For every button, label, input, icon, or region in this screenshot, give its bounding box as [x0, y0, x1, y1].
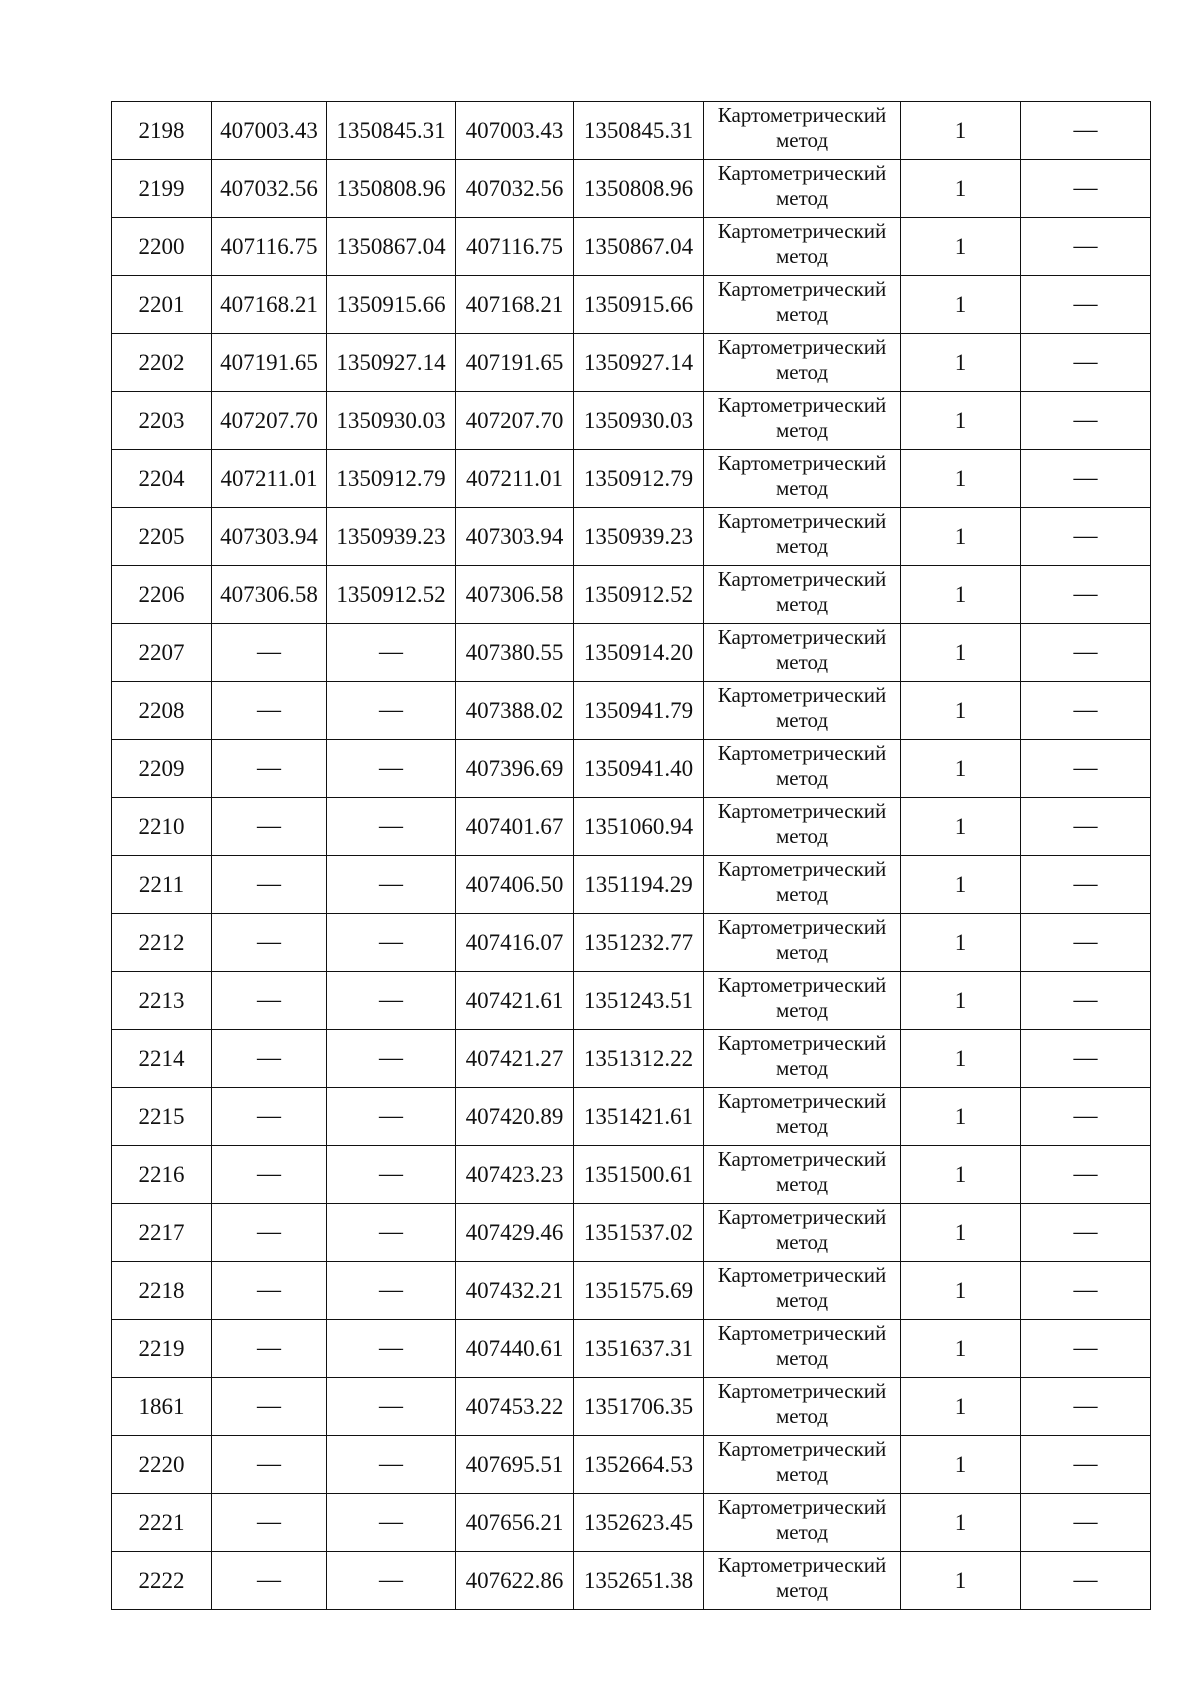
table-row	[112, 392, 1151, 450]
new-y-cell: 1351575.69	[574, 1262, 704, 1320]
method-cell: Картометрический метод	[704, 566, 901, 624]
accuracy-cell: 1	[901, 218, 1021, 276]
existing-x-cell: 407116.75	[212, 218, 327, 276]
method-cell: Картометрический метод	[704, 1204, 901, 1262]
new-y-cell: 1350912.79	[574, 450, 704, 508]
method-cell: Картометрический метод	[704, 1320, 901, 1378]
table-row	[112, 1088, 1151, 1146]
accuracy-cell: 1	[901, 334, 1021, 392]
description-cell: —	[1021, 856, 1151, 914]
point-number-cell: 2211	[112, 856, 212, 914]
accuracy-cell: 1	[901, 392, 1021, 450]
new-y-cell: 1351500.61	[574, 1146, 704, 1204]
point-number-cell: 2210	[112, 798, 212, 856]
description-cell: —	[1021, 218, 1151, 276]
point-number-cell: 2209	[112, 740, 212, 798]
new-x-cell: 407388.02	[456, 682, 574, 740]
accuracy-cell: 1	[901, 1552, 1021, 1610]
existing-x-cell: 407168.21	[212, 276, 327, 334]
new-y-cell: 1350927.14	[574, 334, 704, 392]
new-y-cell: 1352664.53	[574, 1436, 704, 1494]
accuracy-cell: 1	[901, 914, 1021, 972]
coordinates-table	[111, 101, 1151, 1610]
existing-x-cell: —	[212, 682, 327, 740]
table-row	[112, 1262, 1151, 1320]
new-x-cell: 407622.86	[456, 1552, 574, 1610]
existing-y-cell: 1350939.23	[327, 508, 456, 566]
new-y-cell: 1351194.29	[574, 856, 704, 914]
table-row	[112, 682, 1151, 740]
method-cell: Картометрический метод	[704, 218, 901, 276]
method-cell: Картометрический метод	[704, 1436, 901, 1494]
table-row	[112, 218, 1151, 276]
accuracy-cell: 1	[901, 1494, 1021, 1552]
description-cell: —	[1021, 392, 1151, 450]
existing-y-cell: 1350912.79	[327, 450, 456, 508]
method-cell: Картометрический метод	[704, 914, 901, 972]
point-number-cell: 2206	[112, 566, 212, 624]
new-x-cell: 407656.21	[456, 1494, 574, 1552]
accuracy-cell: 1	[901, 1378, 1021, 1436]
description-cell: —	[1021, 624, 1151, 682]
existing-x-cell: —	[212, 1030, 327, 1088]
new-x-cell: 407440.61	[456, 1320, 574, 1378]
existing-x-cell: —	[212, 914, 327, 972]
method-cell: Картометрический метод	[704, 1088, 901, 1146]
new-x-cell: 407416.07	[456, 914, 574, 972]
accuracy-cell: 1	[901, 972, 1021, 1030]
new-x-cell: 407303.94	[456, 508, 574, 566]
new-y-cell: 1352651.38	[574, 1552, 704, 1610]
table-row	[112, 1552, 1151, 1610]
existing-y-cell: —	[327, 972, 456, 1030]
method-cell: Картометрический метод	[704, 1262, 901, 1320]
new-y-cell: 1350930.03	[574, 392, 704, 450]
method-cell: Картометрический метод	[704, 1146, 901, 1204]
accuracy-cell: 1	[901, 160, 1021, 218]
accuracy-cell: 1	[901, 508, 1021, 566]
description-cell: —	[1021, 102, 1151, 160]
new-x-cell: 407423.23	[456, 1146, 574, 1204]
point-number-cell: 2199	[112, 160, 212, 218]
new-y-cell: 1351537.02	[574, 1204, 704, 1262]
description-cell: —	[1021, 1030, 1151, 1088]
table-row	[112, 1030, 1151, 1088]
point-number-cell: 2204	[112, 450, 212, 508]
description-cell: —	[1021, 334, 1151, 392]
existing-x-cell: —	[212, 856, 327, 914]
existing-y-cell: —	[327, 1320, 456, 1378]
method-cell: Картометрический метод	[704, 1378, 901, 1436]
existing-y-cell: —	[327, 1378, 456, 1436]
table-row	[112, 1494, 1151, 1552]
new-x-cell: 407003.43	[456, 102, 574, 160]
point-number-cell: 2198	[112, 102, 212, 160]
new-y-cell: 1350867.04	[574, 218, 704, 276]
existing-x-cell: —	[212, 1146, 327, 1204]
accuracy-cell: 1	[901, 1436, 1021, 1494]
table-row	[112, 276, 1151, 334]
method-cell: Картометрический метод	[704, 972, 901, 1030]
existing-y-cell: —	[327, 798, 456, 856]
point-number-cell: 2200	[112, 218, 212, 276]
description-cell: —	[1021, 1204, 1151, 1262]
new-x-cell: 407453.22	[456, 1378, 574, 1436]
point-number-cell: 2217	[112, 1204, 212, 1262]
existing-x-cell: —	[212, 624, 327, 682]
accuracy-cell: 1	[901, 450, 1021, 508]
new-x-cell: 407420.89	[456, 1088, 574, 1146]
new-x-cell: 407207.70	[456, 392, 574, 450]
description-cell: —	[1021, 160, 1151, 218]
description-cell: —	[1021, 798, 1151, 856]
new-x-cell: 407406.50	[456, 856, 574, 914]
new-y-cell: 1350912.52	[574, 566, 704, 624]
method-cell: Картометрический метод	[704, 1552, 901, 1610]
new-x-cell: 407191.65	[456, 334, 574, 392]
point-number-cell: 1861	[112, 1378, 212, 1436]
existing-x-cell: —	[212, 972, 327, 1030]
new-y-cell: 1351232.77	[574, 914, 704, 972]
existing-y-cell: 1350927.14	[327, 334, 456, 392]
table-row	[112, 334, 1151, 392]
existing-x-cell: —	[212, 1262, 327, 1320]
existing-x-cell: —	[212, 1378, 327, 1436]
table-row	[112, 566, 1151, 624]
description-cell: —	[1021, 1146, 1151, 1204]
new-x-cell: 407401.67	[456, 798, 574, 856]
method-cell: Картометрический метод	[704, 856, 901, 914]
new-y-cell: 1350941.79	[574, 682, 704, 740]
method-cell: Картометрический метод	[704, 682, 901, 740]
point-number-cell: 2221	[112, 1494, 212, 1552]
new-x-cell: 407432.21	[456, 1262, 574, 1320]
new-x-cell: 407306.58	[456, 566, 574, 624]
existing-y-cell: 1350912.52	[327, 566, 456, 624]
new-y-cell: 1350941.40	[574, 740, 704, 798]
new-x-cell: 407380.55	[456, 624, 574, 682]
point-number-cell: 2213	[112, 972, 212, 1030]
new-x-cell: 407421.61	[456, 972, 574, 1030]
new-y-cell: 1350914.20	[574, 624, 704, 682]
method-cell: Картометрический метод	[704, 102, 901, 160]
description-cell: —	[1021, 1088, 1151, 1146]
accuracy-cell: 1	[901, 566, 1021, 624]
new-y-cell: 1350845.31	[574, 102, 704, 160]
new-x-cell: 407695.51	[456, 1436, 574, 1494]
existing-x-cell: 407306.58	[212, 566, 327, 624]
accuracy-cell: 1	[901, 1146, 1021, 1204]
description-cell: —	[1021, 508, 1151, 566]
method-cell: Картометрический метод	[704, 1494, 901, 1552]
table-row	[112, 1436, 1151, 1494]
new-y-cell: 1351243.51	[574, 972, 704, 1030]
table-row	[112, 1146, 1151, 1204]
existing-y-cell: 1350845.31	[327, 102, 456, 160]
accuracy-cell: 1	[901, 102, 1021, 160]
existing-x-cell: —	[212, 1436, 327, 1494]
description-cell: —	[1021, 914, 1151, 972]
table-row	[112, 102, 1151, 160]
existing-y-cell: —	[327, 682, 456, 740]
existing-x-cell: 407207.70	[212, 392, 327, 450]
method-cell: Картометрический метод	[704, 798, 901, 856]
existing-y-cell: —	[327, 624, 456, 682]
existing-y-cell: —	[327, 914, 456, 972]
point-number-cell: 2203	[112, 392, 212, 450]
existing-x-cell: 407303.94	[212, 508, 327, 566]
existing-x-cell: 407211.01	[212, 450, 327, 508]
accuracy-cell: 1	[901, 682, 1021, 740]
method-cell: Картометрический метод	[704, 276, 901, 334]
description-cell: —	[1021, 1494, 1151, 1552]
point-number-cell: 2205	[112, 508, 212, 566]
point-number-cell: 2202	[112, 334, 212, 392]
new-y-cell: 1351706.35	[574, 1378, 704, 1436]
existing-x-cell: —	[212, 1552, 327, 1610]
description-cell: —	[1021, 276, 1151, 334]
new-y-cell: 1351312.22	[574, 1030, 704, 1088]
accuracy-cell: 1	[901, 276, 1021, 334]
existing-x-cell: —	[212, 798, 327, 856]
existing-x-cell: 407032.56	[212, 160, 327, 218]
method-cell: Картометрический метод	[704, 508, 901, 566]
point-number-cell: 2215	[112, 1088, 212, 1146]
existing-y-cell: —	[327, 740, 456, 798]
existing-y-cell: —	[327, 1262, 456, 1320]
table-row	[112, 450, 1151, 508]
description-cell: —	[1021, 1378, 1151, 1436]
method-cell: Картометрический метод	[704, 392, 901, 450]
new-x-cell: 407429.46	[456, 1204, 574, 1262]
existing-x-cell: 407003.43	[212, 102, 327, 160]
accuracy-cell: 1	[901, 856, 1021, 914]
point-number-cell: 2208	[112, 682, 212, 740]
new-y-cell: 1350915.66	[574, 276, 704, 334]
table-row	[112, 972, 1151, 1030]
description-cell: —	[1021, 450, 1151, 508]
table-row	[112, 914, 1151, 972]
description-cell: —	[1021, 1436, 1151, 1494]
existing-x-cell: 407191.65	[212, 334, 327, 392]
description-cell: —	[1021, 682, 1151, 740]
method-cell: Картометрический метод	[704, 1030, 901, 1088]
method-cell: Картометрический метод	[704, 334, 901, 392]
existing-x-cell: —	[212, 1088, 327, 1146]
accuracy-cell: 1	[901, 740, 1021, 798]
existing-y-cell: —	[327, 1436, 456, 1494]
point-number-cell: 2201	[112, 276, 212, 334]
new-x-cell: 407168.21	[456, 276, 574, 334]
point-number-cell: 2219	[112, 1320, 212, 1378]
point-number-cell: 2222	[112, 1552, 212, 1610]
new-y-cell: 1350808.96	[574, 160, 704, 218]
table-row	[112, 1320, 1151, 1378]
new-y-cell: 1351060.94	[574, 798, 704, 856]
method-cell: Картометрический метод	[704, 624, 901, 682]
existing-x-cell: —	[212, 740, 327, 798]
method-cell: Картометрический метод	[704, 740, 901, 798]
new-y-cell: 1351637.31	[574, 1320, 704, 1378]
accuracy-cell: 1	[901, 1262, 1021, 1320]
new-x-cell: 407032.56	[456, 160, 574, 218]
new-x-cell: 407421.27	[456, 1030, 574, 1088]
existing-y-cell: —	[327, 1494, 456, 1552]
accuracy-cell: 1	[901, 798, 1021, 856]
table-row	[112, 1378, 1151, 1436]
description-cell: —	[1021, 740, 1151, 798]
description-cell: —	[1021, 1262, 1151, 1320]
description-cell: —	[1021, 972, 1151, 1030]
existing-y-cell: —	[327, 1088, 456, 1146]
new-x-cell: 407211.01	[456, 450, 574, 508]
accuracy-cell: 1	[901, 1320, 1021, 1378]
table-row	[112, 160, 1151, 218]
point-number-cell: 2212	[112, 914, 212, 972]
method-cell: Картометрический метод	[704, 160, 901, 218]
accuracy-cell: 1	[901, 1204, 1021, 1262]
existing-y-cell: —	[327, 1030, 456, 1088]
new-y-cell: 1351421.61	[574, 1088, 704, 1146]
existing-y-cell: 1350915.66	[327, 276, 456, 334]
existing-y-cell: 1350930.03	[327, 392, 456, 450]
existing-y-cell: 1350808.96	[327, 160, 456, 218]
table-row	[112, 508, 1151, 566]
table-body	[112, 102, 1151, 1610]
description-cell: —	[1021, 566, 1151, 624]
existing-y-cell: —	[327, 856, 456, 914]
new-y-cell: 1352623.45	[574, 1494, 704, 1552]
existing-y-cell: —	[327, 1146, 456, 1204]
table-row	[112, 740, 1151, 798]
method-cell: Картометрический метод	[704, 450, 901, 508]
accuracy-cell: 1	[901, 1088, 1021, 1146]
existing-x-cell: —	[212, 1320, 327, 1378]
existing-y-cell: —	[327, 1204, 456, 1262]
description-cell: —	[1021, 1320, 1151, 1378]
table-row	[112, 1204, 1151, 1262]
point-number-cell: 2207	[112, 624, 212, 682]
accuracy-cell: 1	[901, 624, 1021, 682]
new-y-cell: 1350939.23	[574, 508, 704, 566]
table-row	[112, 856, 1151, 914]
description-cell: —	[1021, 1552, 1151, 1610]
new-x-cell: 407116.75	[456, 218, 574, 276]
existing-y-cell: 1350867.04	[327, 218, 456, 276]
point-number-cell: 2218	[112, 1262, 212, 1320]
table-row	[112, 798, 1151, 856]
existing-x-cell: —	[212, 1494, 327, 1552]
existing-y-cell: —	[327, 1552, 456, 1610]
point-number-cell: 2214	[112, 1030, 212, 1088]
point-number-cell: 2216	[112, 1146, 212, 1204]
new-x-cell: 407396.69	[456, 740, 574, 798]
existing-x-cell: —	[212, 1204, 327, 1262]
point-number-cell: 2220	[112, 1436, 212, 1494]
accuracy-cell: 1	[901, 1030, 1021, 1088]
table-row	[112, 624, 1151, 682]
